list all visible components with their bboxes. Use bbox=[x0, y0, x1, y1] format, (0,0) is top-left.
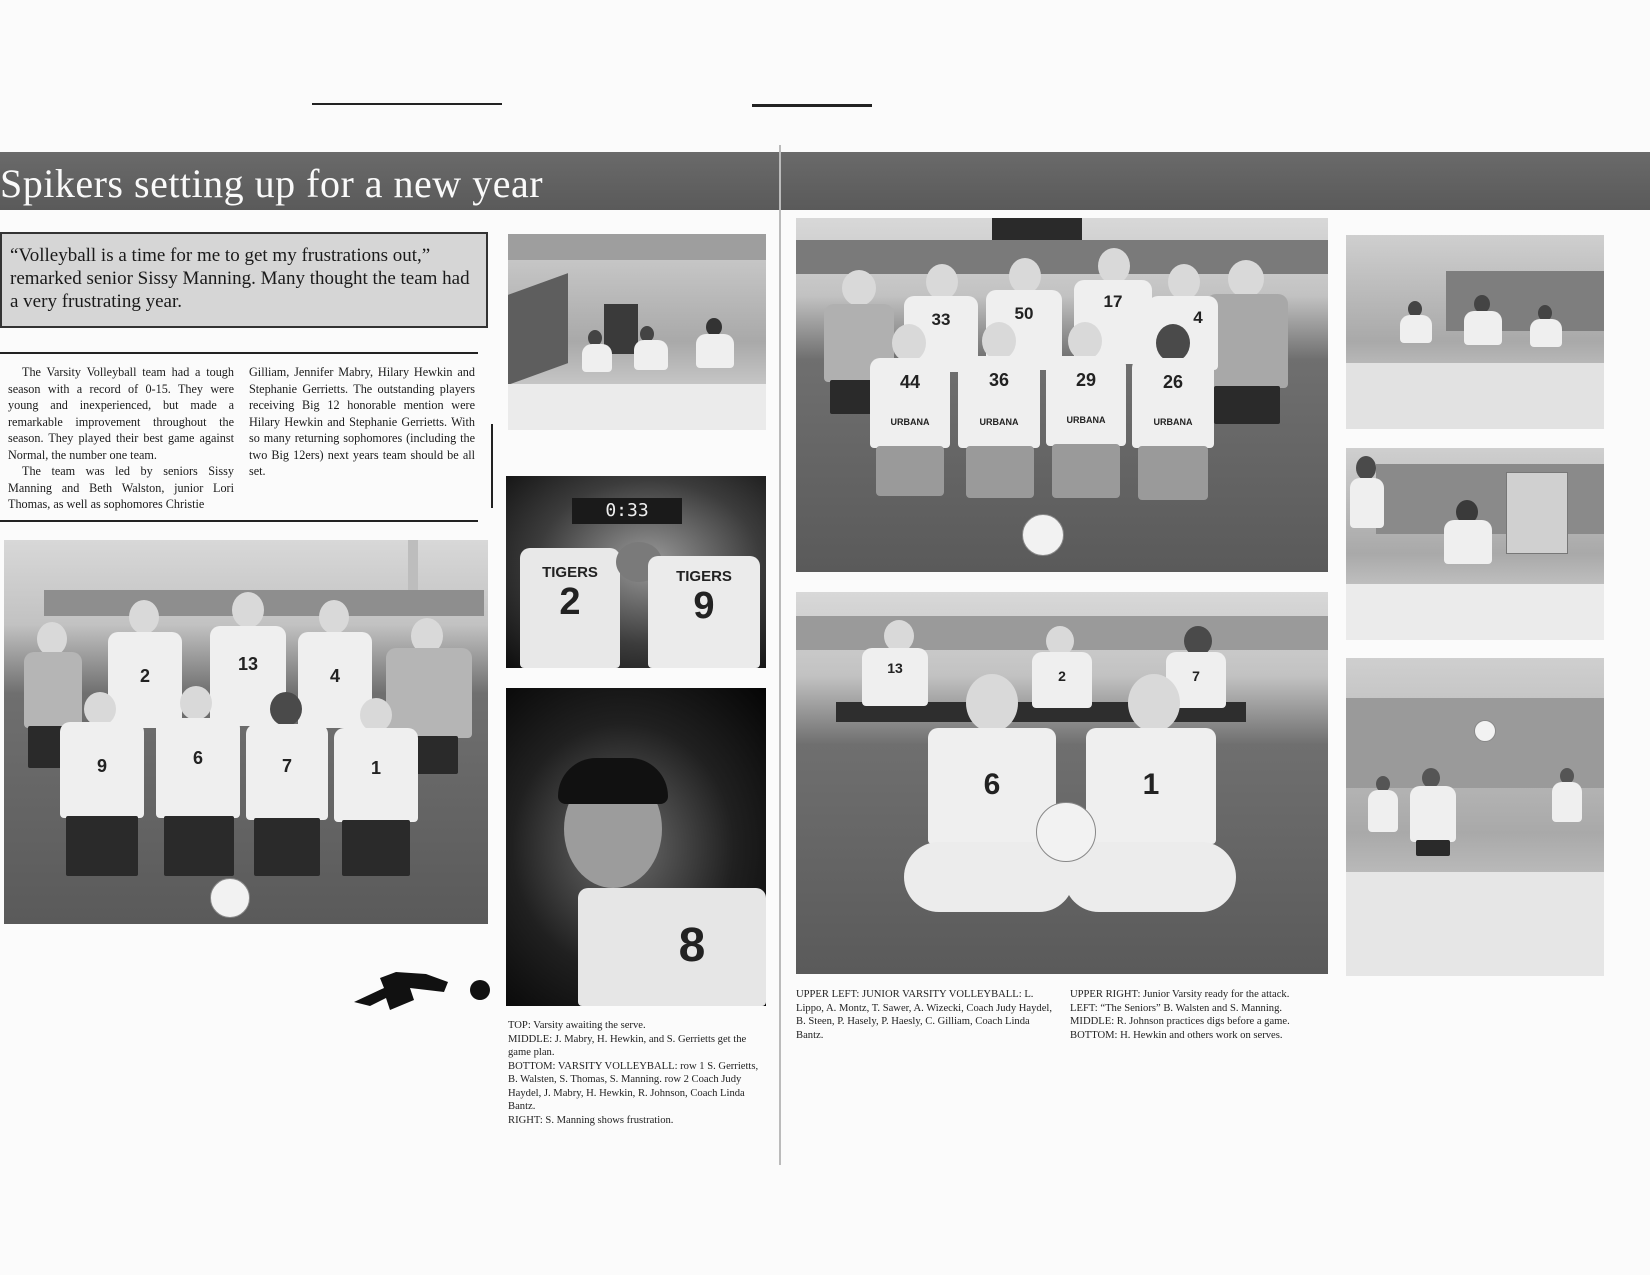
scan-mark bbox=[752, 104, 872, 107]
jersey-number: 17 bbox=[1074, 280, 1152, 364]
caption-line: RIGHT: S. Manning shows frustration. bbox=[508, 1114, 674, 1126]
article-bottom-rule bbox=[0, 520, 478, 522]
article-top-rule bbox=[0, 352, 478, 354]
jv-team-photo bbox=[796, 218, 1328, 572]
player-jersey bbox=[1046, 356, 1126, 446]
varsity-awaiting-serve-photo bbox=[508, 234, 766, 430]
jersey-number: 2 bbox=[108, 632, 182, 728]
page-spine bbox=[779, 145, 781, 1165]
jersey-number: 44 bbox=[899, 372, 921, 392]
jersey-number: 4 bbox=[298, 632, 372, 728]
jersey-text: URBANA bbox=[890, 417, 930, 427]
game-plan-photo bbox=[506, 476, 766, 668]
caption-line: UPPER RIGHT: Junior Varsity ready for the attack. bbox=[1070, 989, 1290, 1000]
player-jersey bbox=[870, 358, 950, 448]
volleyball bbox=[1474, 720, 1496, 742]
jersey-text: URBANA bbox=[1153, 417, 1193, 427]
jv-ready-for-attack-photo bbox=[1346, 235, 1604, 429]
jersey-number: 7 bbox=[1166, 652, 1226, 708]
caption-line: UPPER LEFT: JUNIOR VARSITY VOLLEYBALL: L. Lippo, A. Montz, T. Sawer, A. Wizecki, Coach Judy Haydel, B. Steen, P. Hasely, P. Haesly, C. Gilliam, Coach Linda Bantz. bbox=[796, 989, 1053, 1041]
jersey-number: 13 bbox=[210, 626, 286, 726]
article-column-1 bbox=[8, 364, 234, 513]
caption-line: MIDDLE: J. Mabry, H. Hewkin, and S. Gerrietts get the game plan. bbox=[508, 1033, 747, 1058]
jersey-number: 2 bbox=[1032, 652, 1092, 708]
jersey-number: 33 bbox=[904, 296, 978, 372]
manning-frustration-photo bbox=[506, 688, 766, 1006]
johnson-digs-photo bbox=[1346, 448, 1604, 640]
jersey-text: URBANA bbox=[1066, 415, 1106, 425]
caption-line: MIDDLE: R. Johnson practices digs before a game. bbox=[1070, 1016, 1290, 1027]
volleyball bbox=[1036, 802, 1096, 862]
jersey-text: URBANA bbox=[979, 417, 1019, 427]
jersey-number: 29 bbox=[1075, 370, 1097, 390]
caption-center bbox=[796, 988, 1058, 1042]
jersey-number: 26 bbox=[1162, 372, 1184, 392]
varsity-team-photo bbox=[4, 540, 488, 924]
article-paragraph: Gilliam, Jennifer Mabry, Hilary Hewkin and Stephanie Gerrietts. The outstanding players receiving Big 12 honorable mention were Hilary Hewkin and Stephanie Gerrietts. With so many returning sophomores (including the two Big 12ers) next years team should be all set. bbox=[249, 365, 475, 478]
volleyball-player-logo-icon bbox=[344, 958, 494, 1018]
caption-line: TOP: Varsity awaiting the serve. bbox=[508, 1020, 646, 1031]
jersey-number: 2 bbox=[559, 581, 581, 623]
scan-mark bbox=[312, 103, 502, 105]
jersey-number: 36 bbox=[988, 370, 1010, 390]
jersey-number: 50 bbox=[986, 290, 1062, 370]
jersey-number: 7 bbox=[246, 724, 328, 820]
jersey-number: 8 bbox=[578, 888, 766, 1006]
pull-quote-text: “Volleyball is a time for me to get my frustrations out,” remarked senior Sissy Manning. Many thought the team had a very frustrating year. bbox=[10, 245, 470, 312]
jersey-text: TIGERS bbox=[676, 568, 732, 585]
player-jersey bbox=[520, 548, 620, 668]
caption-line: BOTTOM: VARSITY VOLLEYBALL: row 1 S. Gerrietts, B. Walsten, S. Thomas, S. Manning. row 2 Coach Judy Haydel, J. Mabry, H. Hewkin, R. Johnson, Coach Linda Bantz. bbox=[508, 1060, 759, 1112]
page-title: Spikers setting up for a new year bbox=[0, 161, 544, 206]
caption-right bbox=[1070, 988, 1340, 1042]
jersey-text: TIGERS bbox=[542, 564, 598, 581]
article-paragraph: The team was led by seniors Sissy Manning and Beth Walston, junior Lori Thomas, as well as sophomores Christie bbox=[8, 464, 234, 511]
article-column-2 bbox=[249, 364, 475, 480]
player-jersey bbox=[958, 356, 1040, 448]
caption-line: BOTTOM: H. Hewkin and others work on serves. bbox=[1070, 1029, 1283, 1041]
serves-practice-photo bbox=[1346, 658, 1604, 976]
pull-quote bbox=[0, 232, 488, 328]
jersey-number: 9 bbox=[693, 585, 715, 627]
player-jersey bbox=[648, 556, 760, 668]
caption-line: LEFT: “The Seniors” B. Walsten and S. Manning. bbox=[1070, 1002, 1283, 1014]
caption-left bbox=[508, 1019, 764, 1127]
player-jersey bbox=[1132, 358, 1214, 448]
volleyball bbox=[210, 878, 250, 918]
scoreboard-clock: 0:33 bbox=[572, 498, 682, 524]
jersey-number: 13 bbox=[862, 648, 928, 706]
jersey-number: 1 bbox=[334, 728, 418, 822]
jersey-number: 6 bbox=[928, 728, 1056, 844]
article-side-rule bbox=[491, 424, 493, 508]
seniors-photo bbox=[796, 592, 1328, 974]
jersey-number: 9 bbox=[60, 722, 144, 818]
jersey-number: 4 bbox=[1148, 296, 1218, 370]
volleyball bbox=[1022, 514, 1064, 556]
jersey-number: 1 bbox=[1086, 728, 1216, 844]
jersey-number: 6 bbox=[156, 718, 240, 818]
article-paragraph: The Varsity Volleyball team had a tough season with a record of 0-15. They were young and inexperienced, but made a remarkable improvement throughout the season. They played their best game against Normal, the number one team. bbox=[8, 365, 234, 462]
